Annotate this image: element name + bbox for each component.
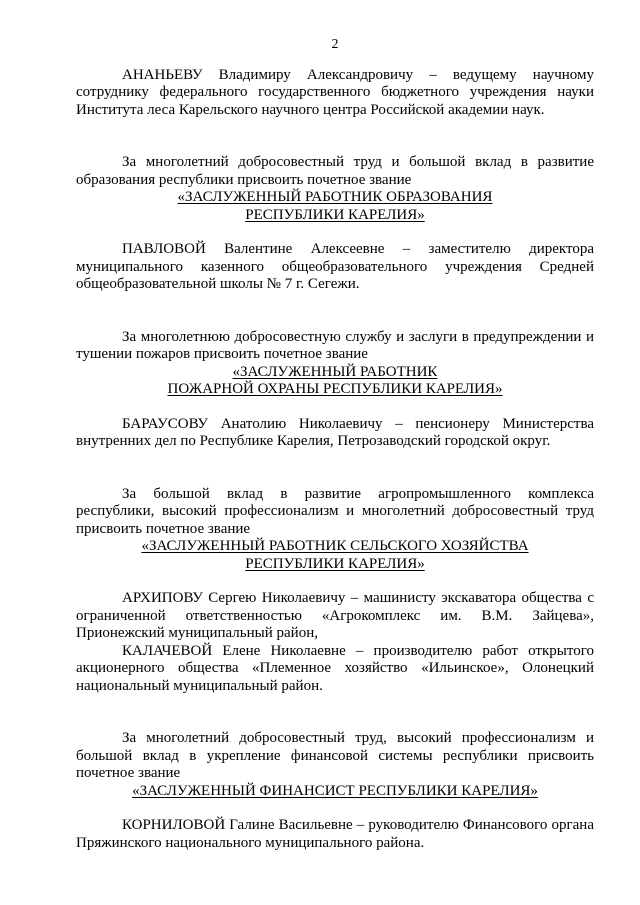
- award-title-finance: «ЗАСЛУЖЕННЫЙ ФИНАНСИСТ РЕСПУБЛИКИ КАРЕЛИЯ»: [132, 782, 538, 799]
- recipient-arkhipov: АРХИПОВУ Сергею Николаевичу – машинисту экскаватора общества с ограниченной ответственностью «Агрокомплекс им. В.М. Зайцева», Прионежский муниципальный район,: [76, 590, 594, 641]
- document-page: [76, 36, 594, 852]
- award-title-fire-line2: ПОЖАРНОЙ ОХРАНЫ РЕСПУБЛИКИ КАРЕЛИЯ»: [167, 381, 503, 397]
- recipient-barausov: БАРАУСОВУ Анатолию Николаевичу – пенсионеру Министерства внутренних дел по Республике Карелия, Петрозаводский городской округ.: [76, 415, 594, 449]
- recipient-pavlova: ПАВЛОВОЙ Валентине Алексеевне – заместителю директора муниципального казенного общеобразовательного учреждения Средней общеобразовательной школы № 7 г. Сегежи.: [76, 241, 594, 292]
- award-title-fire-line1: «ЗАСЛУЖЕННЫЙ РАБОТНИК: [232, 363, 438, 380]
- page-number: 2: [331, 37, 339, 52]
- recipient-kalacheva: КАЛАЧЕВОЙ Елене Николаевне – производителю работ открытого акционерного общества «Племенное хозяйство «Ильинское», Олонецкий национальный муниципальный район.: [76, 642, 594, 694]
- award-title-education-line2: РЕСПУБЛИКИ КАРЕЛИЯ»: [245, 206, 425, 223]
- recipient-ananyev: АНАНЬЕВУ Владимиру Александровичу – ведущему научному сотруднику федерального государственного бюджетного учреждения науки Института леса Карельского научного центра Российской академии наук.: [76, 66, 594, 118]
- recipient-kornilova: КОРНИЛОВОЙ Галине Васильевне – руководителю Финансового органа Пряжинского национального муниципального района.: [76, 817, 594, 851]
- award-intro-finance: За многолетний добросовестный труд, высокий профессионализм и большой вклад в укрепление финансовой системы республики присвоить почетное звание: [76, 730, 594, 781]
- award-intro-agriculture: За большой вклад в развитие агропромышленного комплекса республики, высокий профессионализм и многолетний добросовестный труд присвоить почетное звание: [76, 485, 594, 537]
- award-intro-education: За многолетний добросовестный труд и большой вклад в развитие образования республики присвоить почетное звание: [76, 154, 594, 188]
- award-title-agriculture-line2: РЕСПУБЛИКИ КАРЕЛИЯ»: [245, 555, 425, 572]
- award-title-education-line1: «ЗАСЛУЖЕННЫЙ РАБОТНИК ОБРАЗОВАНИЯ: [177, 189, 493, 205]
- award-title-agriculture-line1: «ЗАСЛУЖЕННЫЙ РАБОТНИК СЕЛЬСКОГО ХОЗЯЙСТВА: [141, 538, 529, 554]
- award-intro-fire: За многолетнюю добросовестную службу и заслуги в предупреждении и тушении пожаров присвоить почетное звание: [76, 328, 594, 362]
